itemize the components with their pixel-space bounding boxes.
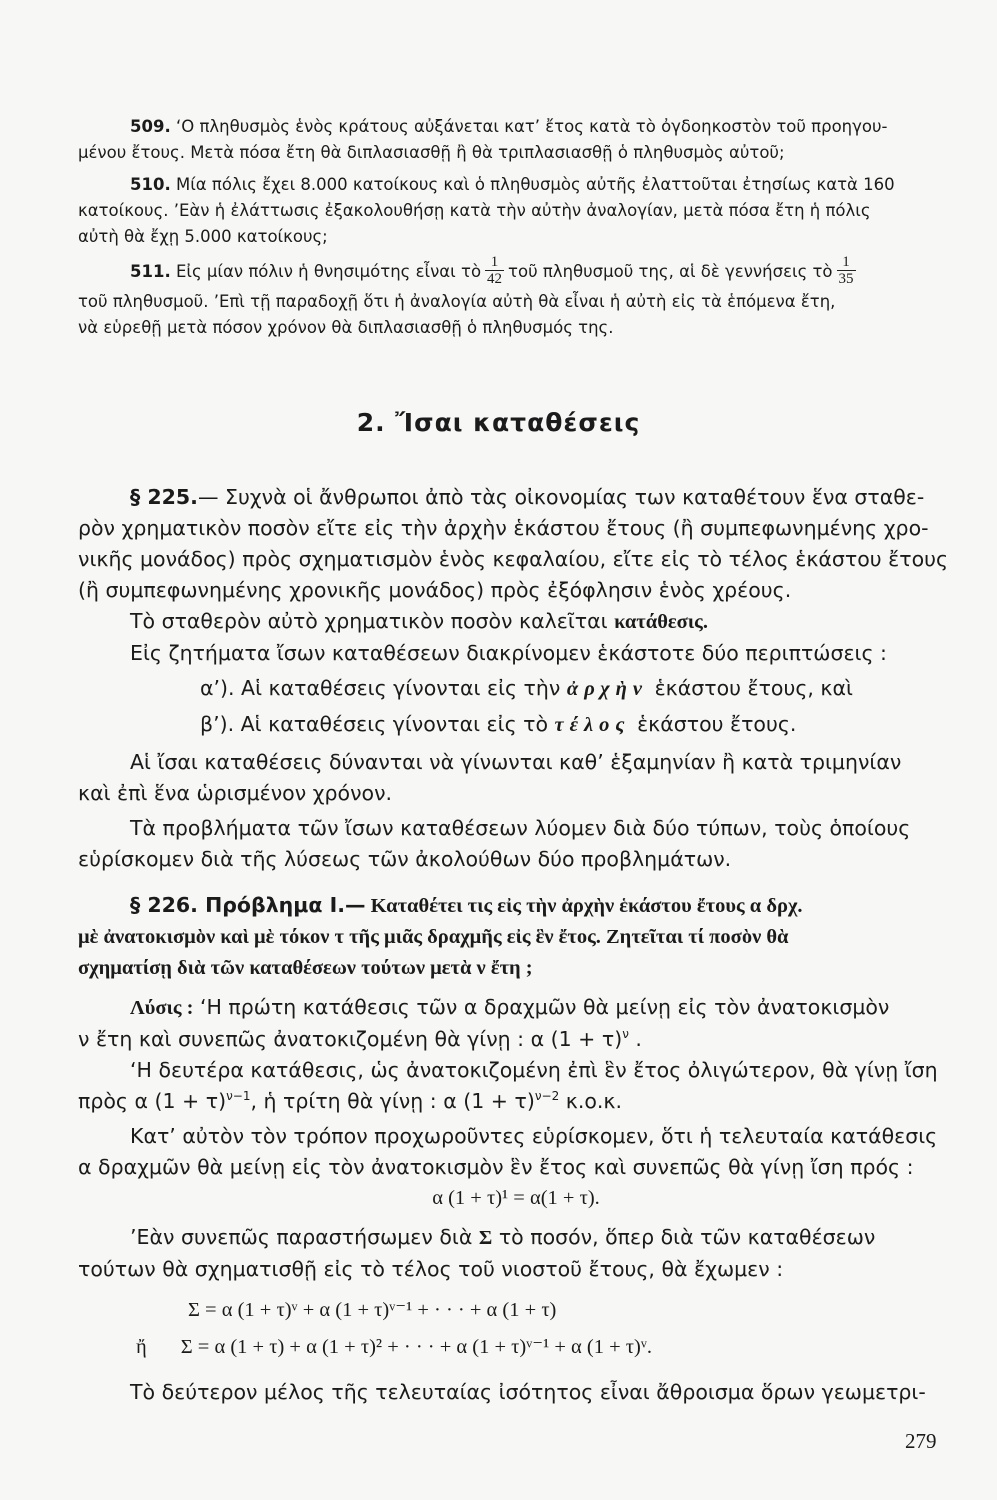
paragraph-text: (ἢ συμπεφωνημένης χρονικῆς μονάδος) πρὸς ἐξόφλησιν ἑνὸς χρέους. — [78, 578, 792, 602]
problem-text: αὐτὴ θὰ ἔχῃ 5.000 κατοίκους; — [78, 227, 328, 246]
problem-511 — [78, 256, 954, 341]
sigma-symbol: Σ — [478, 1227, 493, 1249]
paragraph-text: νικῆς μονάδος) πρὸς σχηματισμὸν ἑνὸς κεφαλαίου, εἴτε εἰς τὸ τέλος ἑκάστου ἔτους — [78, 547, 949, 571]
paragraph-text: Τὰ προβλήματα τῶν ἴσων καταθέσεων λύομεν διὰ δύο τύπων, τοὺς ὁποίους — [130, 816, 911, 840]
problem-text: ‘Ο πληθυσμὸς ἑνὸς κράτους αὐξάνεται κατ’ ἔτος κατὰ τὸ ὀγδοηκοστὸν τοῦ προηγου- — [175, 117, 888, 136]
exponent: ν — [622, 1027, 629, 1042]
solution-text: ’Εὰν συνεπῶς παραστήσωμεν διὰ — [130, 1225, 473, 1249]
solution-text: κ.ο.κ. — [559, 1089, 622, 1113]
section-225 — [78, 482, 954, 875]
solution-text: ‘Η πρώτη κατάθεσις τῶν α δραχμῶν θὰ μείνῃ εἰς τὸν ἀνατοκισμὸν — [199, 995, 890, 1019]
solution-text: Κατ’ αὐτὸν τὸν τρόπον προχωροῦντες εὑρίσκομεν, ὅτι ἡ τελευταία κατάθεσις — [130, 1124, 938, 1148]
page-number: 279 — [905, 1429, 937, 1453]
term-arche: ἀρχὴν — [566, 678, 649, 700]
section-226: § 226. Πρόβλημα Ι.— Καταθέτει τις εἰς τὴν ἀρχὴν ἑκάστου ἔτους α δρχ. μὲ ἀνατοκισμὸν καὶ μὲ τόκον τ τῆς μιᾶς δραχμῆς εἰς ἓν ἔτος. Ζητεῖται τί ποσὸν θὰ σχηματίσῃ διὰ τῶν καταθέσεων τούτων μετὰ ν ἔτη ; Λύσις : ‘Η πρώτη κατάθεσις τῶν α δραχμῶν θὰ μείνῃ εἰς τὸν ἀνατοκισμὸν ν ἔτη καὶ συνεπῶς ἀνατοκιζομένη θὰ γίνῃ : α $(1 + \tau)^\nu$ . ‘Η δευτέρα κατάθεσις, ὡς ἀνατοκιζομένη ἐπὶ ἓν ἔτος ὀλιγώτερον, θὰ γίνῃ ἴση πρὸς α $(1 + \tau)^{\nu-1}$, ἡ τρίτη θὰ γίνῃ : α $(1 + \tau)^{\nu-2}$ κ.ο.κ. Κατ’ αὐτὸν τὸν τρόπον προχωροῦντες εὑρίσκομεν, ὅτι ἡ τελευταία κατάθεσις α δραχμῶν θὰ μείνῃ εἰς τὸν ἀνατοκισμὸν ἓν ἔτος καὶ συνεπῶς θὰ γίνῃ ἴση πρός : α (1 + τ)¹ = α(1 + τ). ’Εὰν συνεπῶς παραστήσωμεν διὰ Σ τὸ ποσόν, ὅπερ διὰ τῶν καταθέσεων τούτων θὰ σχηματισθῇ εἰς τὸ τέλος τοῦ νιοστοῦ ἔτους, θὰ ἔχωμεν : Σ = α (1 + τ)ᵛ + α (1 + τ)ᵛ⁻¹ + · · · + α (1 + τ) ἤ Σ = α (1 + τ) + α (1 + τ)² + · · · + α (1 + τ)ᵛ⁻¹ + α (1 + τ)ᵛ. Τὸ δεύτερον μέλος τῆς τελευταίας ἰσότητος εἶναι ἄθροισμα ὅρων γεωμετρι- — [78, 890, 954, 1408]
equation-1: α (1 + τ)¹ = α(1 + τ). — [432, 1187, 600, 1209]
denominator: 42 — [487, 271, 503, 287]
case-b-text: ἑκάστου ἔτους. — [637, 712, 797, 736]
paragraph-text: Αἱ ἴσαι καταθέσεις δύνανται νὰ γίνωνται καθ’ ἑξαμηνίαν ἢ κατὰ τριμηνίαν — [130, 750, 902, 774]
solution-text: πρὸς α (1 + τ) — [78, 1089, 227, 1113]
solution-text: τούτων θὰ σχηματισθῇ εἰς τὸ τέλος τοῦ νιοστοῦ ἔτους, θὰ ἔχωμεν : — [78, 1257, 784, 1281]
case-a-text: α’). Αἱ καταθέσεις γίνονται εἰς τὴν — [200, 676, 561, 700]
solution-label: Λύσις : — [130, 997, 194, 1019]
problem-text: κατοίκους. ’Εὰν ἡ ἐλάττωσις ἐξακολουθήσῃ κατὰ τὴν αὐτὴν ἀναλογίαν, μετὰ πόσα ἔτη ἡ πόλις — [78, 201, 871, 220]
problem-number: 511. — [130, 262, 171, 281]
paragraph-text: Εἰς ζητήματα ἴσων καταθέσεων διακρίνομεν ἑκάστοτε δύο περιπτώσεις : — [130, 641, 887, 665]
paragraph-text: Τὸ σταθερὸν αὐτὸ χρηματικὸν ποσὸν καλεῖται — [130, 609, 608, 633]
problem-text: Μία πόλις ἔχει 8.000 κατοίκους καὶ ὁ πληθυσμὸς αὐτῆς ἐλαττοῦται ἐτησίως κατὰ 160 — [175, 175, 895, 194]
term-telos: τέλος — [554, 714, 631, 736]
equation-3: Σ = α (1 + τ) + α (1 + τ)² + · · · + α (1 + τ)ᵛ⁻¹ + α (1 + τ)ᵛ. — [180, 1336, 653, 1358]
problem-heading: § 226. Πρόβλημα Ι.— — [130, 893, 366, 917]
solution-text: ‘Η δευτέρα κατάθεσις, ὡς ἀνατοκιζομένη ἐπὶ ἓν ἔτος ὀλιγώτερον, θὰ γίνῃ ἴση — [130, 1058, 938, 1082]
problem-text: νὰ εὑρεθῇ μετὰ πόσον χρόνον θὰ διπλασιασθῇ ὁ πληθυσμός της. — [78, 318, 614, 337]
case-a-text: ἑκάστου ἔτους, καὶ — [654, 676, 853, 700]
problem-number: 510. — [130, 175, 171, 194]
numerator: 1 — [485, 254, 504, 271]
term-katathesis: κατάθεσις. — [614, 611, 708, 633]
fraction-1-42 — [485, 254, 504, 287]
problem-text: μένου ἔτους. Μετὰ πόσα ἔτη θὰ διπλασιασθῇ ἢ θὰ τριπλασιασθῇ ὁ πληθυσμὸς αὐτοῦ; — [78, 143, 785, 162]
solution-text: , ἡ τρίτη θὰ γίνῃ : α (1 + τ) — [250, 1089, 535, 1113]
numerator: 1 — [837, 254, 856, 271]
paragraph-text: ρὸν χρηματικὸν ποσὸν εἴτε εἰς τὴν ἀρχὴν ἑκάστου ἔτους (ἢ συμπεφωνημένης χρο- — [78, 516, 929, 540]
solution-text: Τὸ δεύτερον μέλος τῆς τελευταίας ἰσότητος εἶναι ἄθροισμα ὅρων γεωμετρι- — [130, 1380, 926, 1404]
problem-number: 509. — [130, 117, 171, 136]
solution-text: ν ἔτη καὶ συνεπῶς ἀνατοκιζομένη θὰ γίνῃ : α (1 + τ) — [78, 1027, 623, 1051]
problem-509 — [78, 114, 954, 166]
problem-text: τοῦ πληθυσμοῦ. ’Επὶ τῇ παραδοχῇ ὅτι ἡ ἀναλογία αὐτὴ θὰ εἶναι ἡ αὐτὴ εἰς τὰ ἑπόμενα ἔτη, — [78, 292, 836, 311]
problem-statement: σχηματίσῃ διὰ τῶν καταθέσεων τούτων μετὰ ν ἔτη ; — [78, 957, 533, 979]
exponent: ν−2 — [534, 1089, 560, 1104]
equation-2: Σ = α (1 + τ)ᵛ + α (1 + τ)ᵛ⁻¹ + · · · + α (1 + τ) — [188, 1299, 557, 1321]
solution-text: α δραχμῶν θὰ μείνῃ εἰς τὸν ἀνατοκισμὸν ἓν ἔτος καὶ συνεπῶς θὰ γίνῃ ἴση πρός : — [78, 1155, 914, 1179]
paragraph-text: — Συχνὰ οἱ ἄνθρωποι ἀπὸ τὰς οἰκονομίας των καταθέτουν ἕνα σταθε- — [197, 485, 925, 509]
exponent: ν−1 — [226, 1089, 251, 1104]
paragraph-heading: § 225. — [130, 485, 198, 509]
denominator: 35 — [838, 271, 854, 287]
problem-text: τοῦ πληθυσμοῦ της, αἱ δὲ γεννήσεις τὸ — [508, 262, 833, 281]
paragraph-text: εὑρίσκομεν διὰ τῆς λύσεως τῶν ἀκολούθων δύο προβλημάτων. — [78, 847, 732, 871]
problem-text: Εἰς μίαν πόλιν ἡ θνησιμότης εἶναι τὸ — [175, 262, 482, 281]
solution-text: τὸ ποσόν, ὅπερ διὰ τῶν καταθέσεων — [498, 1225, 876, 1249]
or-word: ἤ — [136, 1336, 147, 1358]
problem-510 — [78, 172, 954, 250]
paragraph-text: καὶ ἐπὶ ἕνα ὡρισμένον χρόνον. — [78, 781, 393, 805]
problem-statement: μὲ ἀνατοκισμὸν καὶ μὲ τόκον τ τῆς μιᾶς δραχμῆς εἰς ἓν ἔτος. Ζητεῖται τί ποσὸν θὰ — [78, 926, 789, 948]
section-title: 2. Ἴσαι καταθέσεις — [356, 408, 641, 437]
case-b-text: β’). Αἱ καταθέσεις γίνονται εἰς τὸ — [200, 712, 549, 736]
problem-statement: Καταθέτει τις εἰς τὴν ἀρχὴν ἑκάστου ἔτους α δρχ. — [370, 895, 803, 917]
fraction-1-35 — [837, 254, 856, 287]
